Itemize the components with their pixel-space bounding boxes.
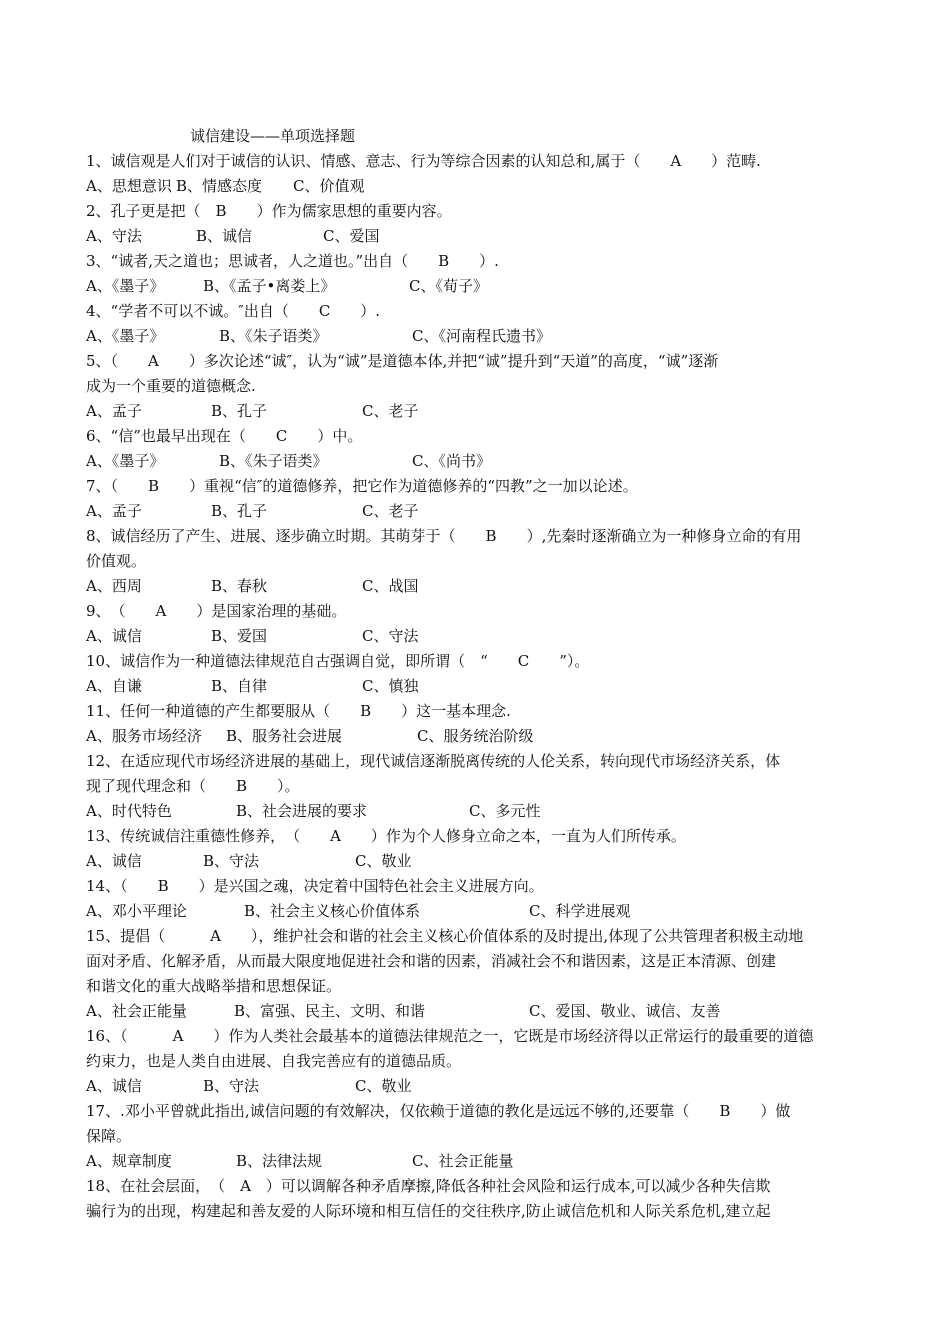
answer-option: B、法律法规 xyxy=(236,1152,323,1170)
answer-option: B、守法 xyxy=(203,1077,260,1095)
question-text-line: 现了现代理念和（ B ）。 xyxy=(86,777,300,795)
answer-option: B、《孟子•离娄上》 xyxy=(203,277,336,295)
answer-option: C、爱国 xyxy=(323,227,380,245)
answer-option: C、爱国、敬业、诚信、友善 xyxy=(529,1002,721,1020)
answer-option: C、守法 xyxy=(362,627,419,645)
answer-option: A、孟子 xyxy=(86,502,142,520)
question-block xyxy=(86,649,876,699)
question-block xyxy=(86,349,876,424)
options-row xyxy=(86,899,876,924)
question-text-line: 18、在社会层面， （ A ）可以调解各种矛盾摩擦,降低各种社会风险和运行成本,可以减少各种失信欺 xyxy=(86,1177,771,1195)
options-row xyxy=(86,624,876,649)
answer-option: B、自律 xyxy=(211,677,268,695)
answer-option: B、社会主义核心价值体系 xyxy=(244,902,421,920)
question-block xyxy=(86,924,876,1024)
answer-option: C、战国 xyxy=(362,577,419,595)
answer-option: B、春秋 xyxy=(211,577,268,595)
answer-option: A、诚信 xyxy=(86,1077,142,1095)
answer-option: A、服务市场经济 xyxy=(86,727,202,745)
question-text-line: 9、 （ A ）是国家治理的基础。 xyxy=(86,602,347,620)
answer-option: C、价值观 xyxy=(293,177,365,195)
question-text-line: 和谐文化的重大战略举措和思想保证。 xyxy=(86,977,342,995)
answer-option: A、规章制度 xyxy=(86,1152,172,1170)
options-row xyxy=(86,674,876,699)
question-block xyxy=(86,699,876,749)
question-text-line: 15、提倡（ A ），维护社会和谐的社会主义核心价值体系的及时提出,体现了公共管理者积极主动地 xyxy=(86,927,804,945)
answer-option: B、《朱子语类》 xyxy=(219,327,328,345)
answer-option: A、守法 xyxy=(86,227,142,245)
answer-option: C、多元性 xyxy=(469,802,541,820)
question-text-line: 面对矛盾、化解矛盾，从而最大限度地促进社会和谐的因素，消减社会不和谐因素，这是正本清源、创建 xyxy=(86,952,777,970)
question-text-line: 成为一个重要的道德概念. xyxy=(86,377,256,395)
question-text-line: 7、（ B ）重视“信″的道德修养，把它作为道德修养的“四教”之一加以论述。 xyxy=(86,477,638,495)
question-block xyxy=(86,524,876,599)
question-text-line: 1、诚信观是人们对于诚信的认识、情感、意志、行为等综合因素的认知总和,属于（ A ）范畴. xyxy=(86,152,761,170)
question-text-line: 约束力，也是人类自由进展、自我完善应有的道德品质。 xyxy=(86,1052,462,1070)
options-row xyxy=(86,999,876,1024)
answer-option: A、社会正能量 xyxy=(86,1002,187,1020)
question-block xyxy=(86,1174,876,1224)
answer-option: C、老子 xyxy=(362,502,419,520)
answer-option: B、孔子 xyxy=(211,502,268,520)
answer-option: C、《尚书》 xyxy=(412,452,491,470)
question-text-line: 6、“信”也最早出现在（ C ）中。 xyxy=(86,427,363,445)
question-block xyxy=(86,424,876,474)
answer-option: A、西周 xyxy=(86,577,142,595)
options-row xyxy=(86,274,876,299)
answer-option: A、诚信 xyxy=(86,852,142,870)
answer-option: A、孟子 xyxy=(86,402,142,420)
answer-option: C、《荀子》 xyxy=(409,277,488,295)
question-block xyxy=(86,1099,876,1174)
answer-option: C、慎独 xyxy=(362,677,419,695)
answer-option: B、诚信 xyxy=(196,227,253,245)
question-block xyxy=(86,249,876,299)
answer-option: B、社会进展的要求 xyxy=(236,802,368,820)
answer-option: A、时代特色 xyxy=(86,802,172,820)
question-block xyxy=(86,474,876,524)
answer-option: C、服务统治阶级 xyxy=(417,727,534,745)
answer-option: B、富强、民主、文明、和谐 xyxy=(234,1002,426,1020)
question-text-line: 3、“诚者,天之道也；思诚者，人之道也。”出自（ B ）. xyxy=(86,252,499,270)
options-row xyxy=(86,399,876,424)
answer-option: B、《朱子语类》 xyxy=(219,452,328,470)
question-text-line: 17、.邓小平曾就此指出,诚信问题的有效解决，仅依赖于道德的教化是远远不够的,还要靠（ B ）做 xyxy=(86,1102,791,1120)
question-block xyxy=(86,1024,876,1099)
options-row xyxy=(86,499,876,524)
question-block xyxy=(86,749,876,824)
answer-option: A、思想意识 xyxy=(86,177,172,195)
question-text-line: 14、（ B ）是兴国之魂，决定着中国特色社会主义进展方向。 xyxy=(86,877,544,895)
question-text-line: 2、孔子更是把（ B ）作为儒家思想的重要内容。 xyxy=(86,202,452,220)
question-block xyxy=(86,599,876,649)
question-block xyxy=(86,199,876,249)
question-text-line: 12、在适应现代市场经济进展的基础上，现代诚信逐渐脱离传统的人伦关系，转向现代市场经济关系，体 xyxy=(86,752,781,770)
question-text-line: 价值观。 xyxy=(86,552,147,570)
answer-option: C、老子 xyxy=(362,402,419,420)
answer-option: A、《墨子》 xyxy=(86,277,165,295)
options-row xyxy=(86,174,876,199)
answer-option: B、服务社会进展 xyxy=(226,727,343,745)
question-text-line: 4、“学者不可以不诚。″出自（ C ）. xyxy=(86,302,381,320)
answer-option: C、敬业 xyxy=(355,1077,412,1095)
document-page xyxy=(86,124,876,1224)
options-row xyxy=(86,799,876,824)
question-text-line: 10、诚信作为一种道德法律规范自古强调自觉，即所谓（ “ C ”）。 xyxy=(86,652,590,670)
answer-option: A、邓小平理论 xyxy=(86,902,187,920)
options-row xyxy=(86,449,876,474)
question-block xyxy=(86,874,876,924)
options-row xyxy=(86,724,876,749)
question-text-line: 16、（ A ）作为人类社会最基本的道德法律规范之一，它既是市场经济得以正常运行的最重要的道德 xyxy=(86,1027,814,1045)
question-list xyxy=(86,149,876,1224)
question-text-line: 5、（ A ）多次论述“诚″，认为“诚”是道德本体,并把“诚”提升到“天道”的高度，“诚”逐渐 xyxy=(86,352,719,370)
options-row xyxy=(86,1074,876,1099)
answer-option: B、情感态度 xyxy=(176,177,263,195)
answer-option: A、诚信 xyxy=(86,627,142,645)
options-row xyxy=(86,1149,876,1174)
answer-option: C、科学进展观 xyxy=(529,902,631,920)
question-block xyxy=(86,299,876,349)
answer-option: B、孔子 xyxy=(211,402,268,420)
options-row xyxy=(86,224,876,249)
question-block xyxy=(86,824,876,874)
question-text-line: 骗行为的出现，构建起和善友爱的人际环境和相互信任的交往秩序,防止诚信危机和人际关系危机,建立起 xyxy=(86,1202,771,1220)
question-block xyxy=(86,149,876,199)
options-row xyxy=(86,574,876,599)
answer-option: B、爱国 xyxy=(211,627,268,645)
question-text-line: 11、任何一种道德的产生都要服从（ B ）这一基本理念. xyxy=(86,702,511,720)
answer-option: C、社会正能量 xyxy=(412,1152,514,1170)
answer-option: A、《墨子》 xyxy=(86,327,165,345)
answer-option: A、《墨子》 xyxy=(86,452,165,470)
question-text-line: 13、传统诚信注重德性修养， （ A ）作为个人修身立命之本，一直为人们所传承。 xyxy=(86,827,686,845)
answer-option: C、敬业 xyxy=(355,852,412,870)
answer-option: B、守法 xyxy=(203,852,260,870)
answer-option: A、自谦 xyxy=(86,677,142,695)
question-text-line: 8、诚信经历了产生、进展、逐步确立时期。其萌芽于（ B ）,先秦时逐渐确立为一种修身立命的有用 xyxy=(86,527,802,545)
question-text-line: 保障。 xyxy=(86,1127,132,1145)
document-title: 诚信建设——单项选择题 xyxy=(190,127,356,145)
answer-option: C、《河南程氏遗书》 xyxy=(412,327,551,345)
options-row xyxy=(86,324,876,349)
options-row xyxy=(86,849,876,874)
